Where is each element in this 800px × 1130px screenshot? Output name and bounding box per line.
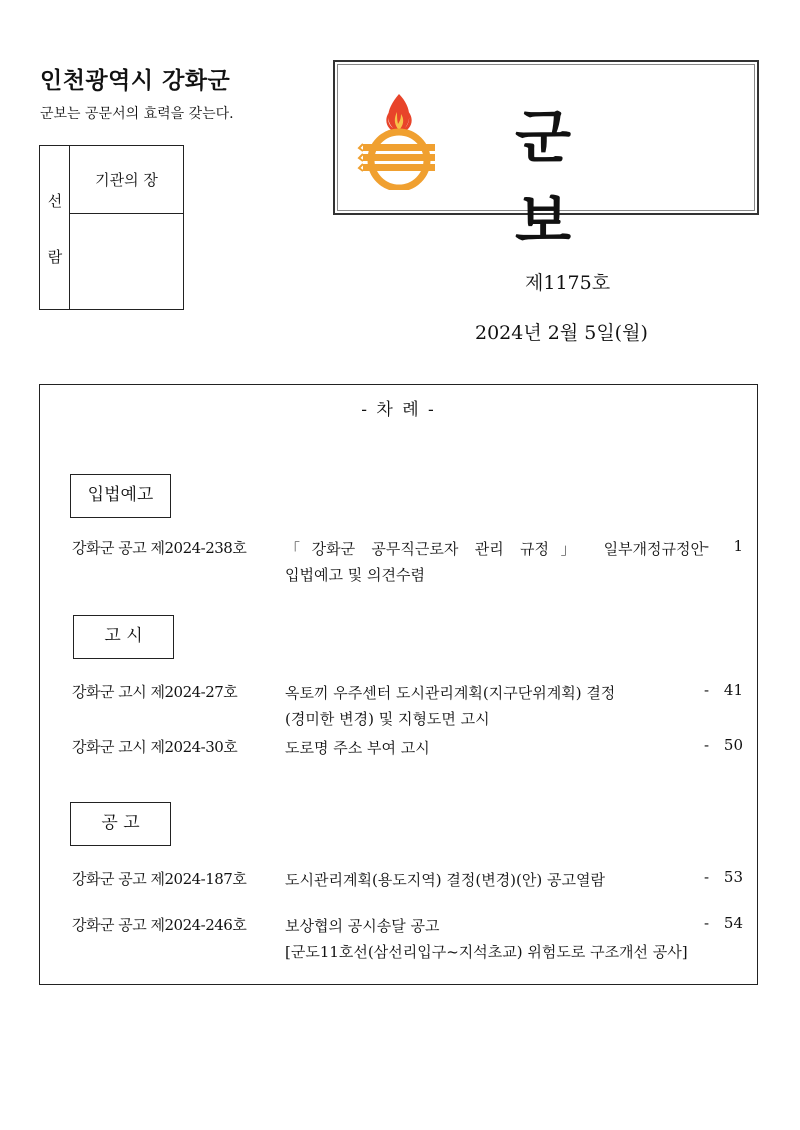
masthead-box <box>333 60 759 255</box>
toc-title: - 차 례 - <box>361 400 436 420</box>
circulation-side-label <box>40 146 70 309</box>
entry-title-line1: 도로명 주소 부여 고시 <box>285 739 430 757</box>
entry-reference: 강화군 공고 제2024-187호 <box>72 870 247 888</box>
entry-dash: - <box>704 681 710 699</box>
masthead-title: 군보 <box>515 103 667 255</box>
section-label-legislative-notice: 입법예고 <box>70 474 171 518</box>
entry-title-line2: (경미한 변경) 및 지형도면 고시 <box>285 710 490 728</box>
side-char-ram: 람 <box>47 248 63 266</box>
entry-reference: 강화군 고시 제2024-27호 <box>72 683 238 701</box>
entry-title-line1: 보상협의 공시송달 공고 <box>285 917 440 935</box>
entry-page: 50 <box>723 736 743 754</box>
entry-dash: - <box>704 868 710 886</box>
entry-title-line1: 도시관리계획(용도지역) 결정(변경)(안) 공고열람 <box>285 871 605 889</box>
side-char-seon: 선 <box>47 192 63 210</box>
entry-title-line1: 옥토끼 우주센터 도시관리계획(지구단위계획) 결정 <box>285 684 616 702</box>
entry-title-line2: 입법예고 및 의견수렴 <box>285 566 425 584</box>
section-label-announcement: 고 시 <box>73 615 174 659</box>
entry-reference: 강화군 공고 제2024-238호 <box>72 539 247 557</box>
issue-number: 제1175호 <box>525 272 611 294</box>
entry-page: 54 <box>723 914 743 932</box>
entry-dash: - <box>704 914 710 932</box>
agency-head-label: 기관의 장 <box>70 146 183 214</box>
organization-title: 인천광역시 강화군 <box>40 68 231 94</box>
entry-title-line1: 「강화군 공무직근로자 관리 규정」 일부개정규정안 <box>285 540 705 558</box>
section-label-public-notice: 공 고 <box>70 802 171 846</box>
entry-reference: 강화군 공고 제2024-246호 <box>72 916 247 934</box>
bulletin-subtitle: 군보는 공문서의 효력을 갖는다. <box>40 106 234 122</box>
table-of-contents <box>39 384 758 985</box>
entry-dash: - <box>704 736 710 754</box>
entry-dash: - <box>704 537 710 555</box>
entry-title-line2: [군도11호선(삼선리입구~지석초교) 위험도로 구조개선 공사] <box>285 943 688 961</box>
issue-date: 2024년 2월 5일(월) <box>475 322 648 344</box>
entry-page: 41 <box>723 681 743 699</box>
entry-page: 53 <box>723 868 743 886</box>
entry-page: 1 <box>733 537 743 555</box>
entry-reference: 강화군 고시 제2024-30호 <box>72 738 238 756</box>
circulation-box <box>39 145 184 310</box>
gangwha-emblem-icon <box>357 90 443 190</box>
